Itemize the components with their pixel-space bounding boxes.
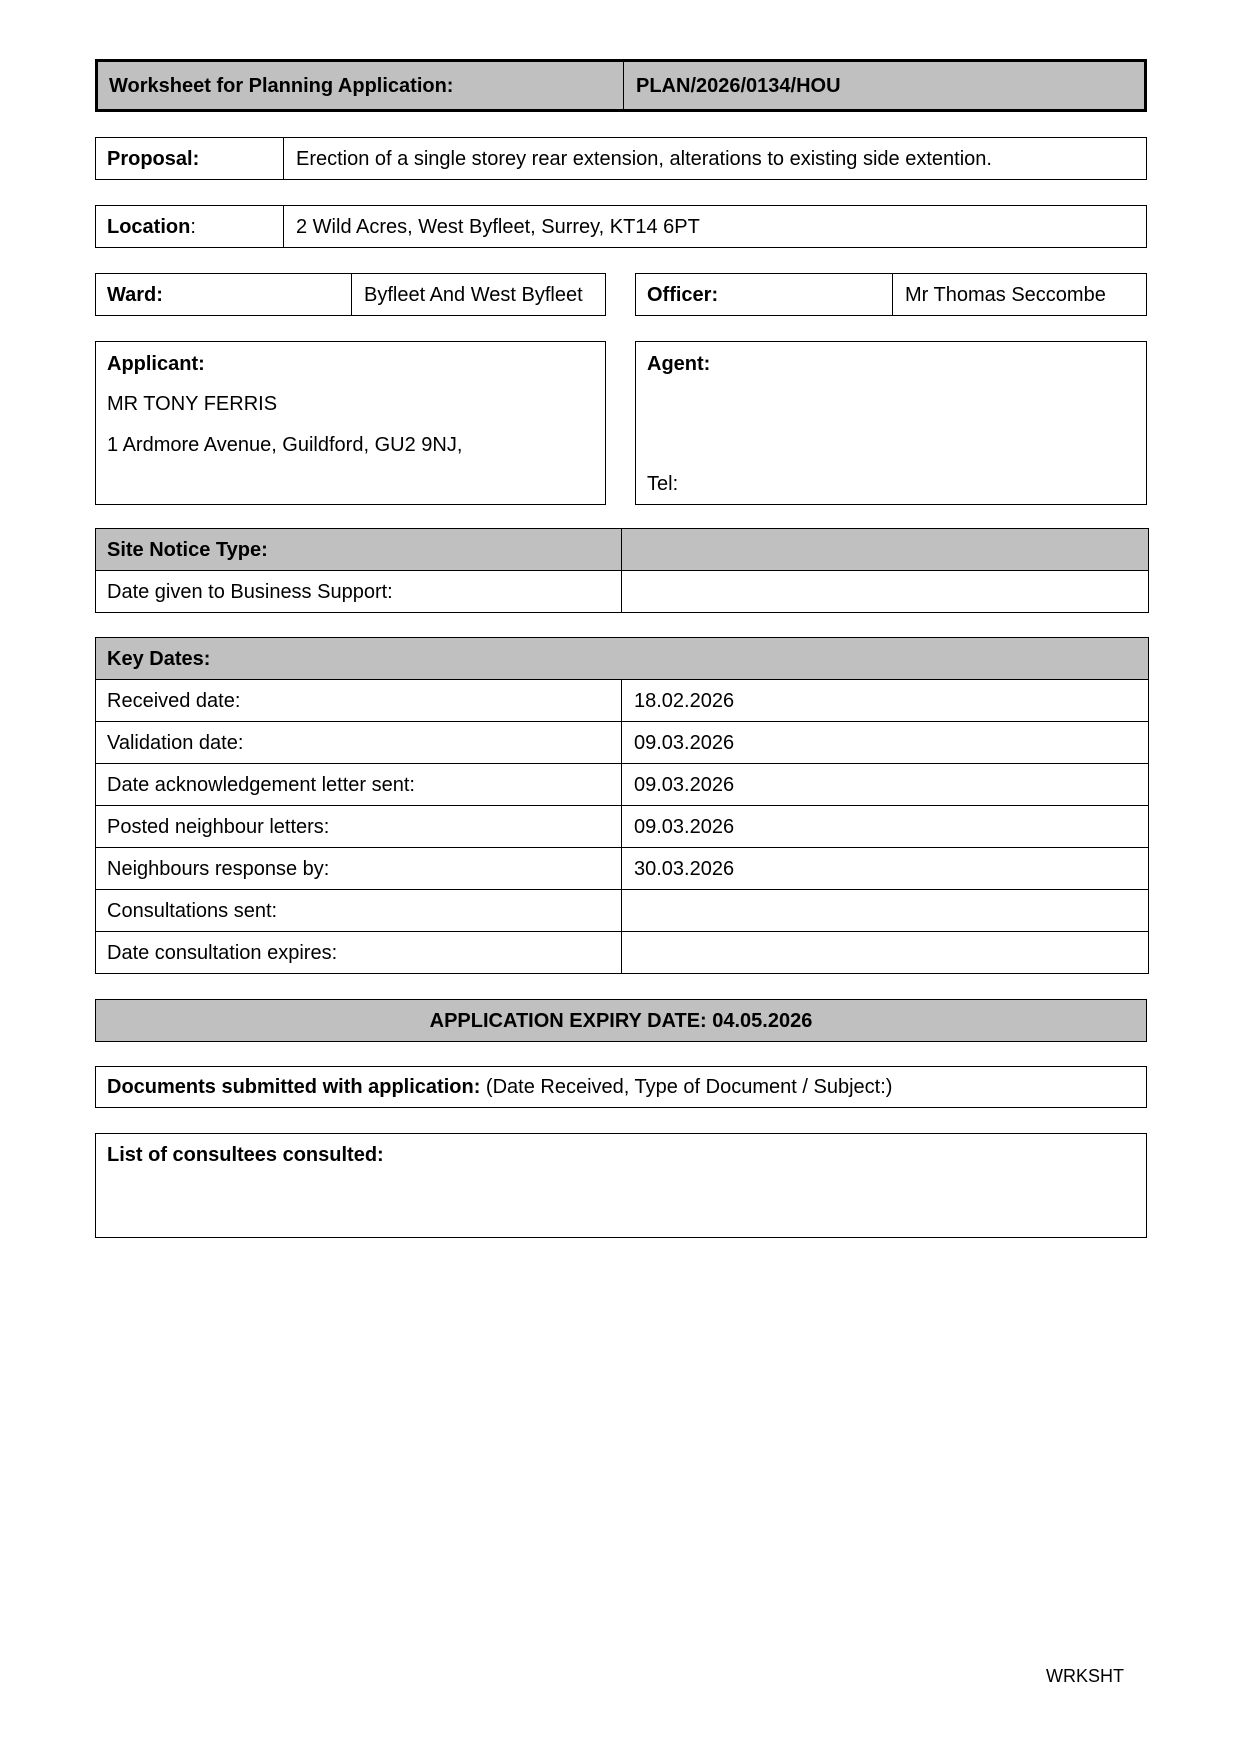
business-support-value xyxy=(623,571,1148,612)
key-date-value: 18.02.2026 xyxy=(634,689,735,712)
key-date-label: Posted neighbour letters: xyxy=(107,815,330,838)
key-date-value: 09.03.2026 xyxy=(634,773,735,796)
key-date-value xyxy=(623,932,1148,973)
officer-row xyxy=(635,273,1147,316)
key-date-label: Consultations sent: xyxy=(107,899,278,922)
documents-note: (Date Received, Type of Document / Subject:) xyxy=(485,1076,893,1098)
key-date-label: Date acknowledgement letter sent: xyxy=(107,773,415,796)
business-support-label: Date given to Business Support: xyxy=(107,580,393,603)
documents-line xyxy=(96,1067,1146,1107)
worksheet-title: Worksheet for Planning Application: xyxy=(109,74,454,97)
ward-row xyxy=(95,273,606,316)
key-dates-title: Key Dates: xyxy=(107,647,211,670)
site-notice-type-label: Site Notice Type: xyxy=(107,538,268,561)
consultees-label: List of consultees consulted: xyxy=(107,1144,384,1166)
location-value: 2 Wild Acres, West Byfleet, Surrey, KT14 6PT xyxy=(296,215,700,238)
location-row xyxy=(95,205,1147,248)
agent-tel-label: Tel: xyxy=(647,473,679,495)
application-reference: PLAN/2026/0134/HOU xyxy=(636,74,841,97)
site-notice-table xyxy=(95,528,1149,613)
key-date-label: Date consultation expires: xyxy=(107,941,338,964)
proposal-row xyxy=(95,137,1147,180)
applicant-address: 1 Ardmore Avenue, Guildford, GU2 9NJ, xyxy=(107,434,463,456)
key-date-label: Validation date: xyxy=(107,731,244,754)
applicant-label: Applicant: xyxy=(107,353,205,375)
key-date-value xyxy=(623,890,1148,931)
footer-code: WRKSHT xyxy=(1046,1666,1124,1686)
agent-box xyxy=(635,341,1147,505)
location-label-colon: : xyxy=(190,215,196,238)
worksheet-header xyxy=(95,59,1147,112)
officer-label: Officer: xyxy=(647,283,719,306)
application-expiry-bar xyxy=(95,999,1147,1042)
applicant-name: MR TONY FERRIS xyxy=(107,393,278,415)
key-date-label: Neighbours response by: xyxy=(107,857,330,880)
location-label-cell xyxy=(96,206,283,247)
key-date-value: 09.03.2026 xyxy=(634,815,735,838)
officer-value: Mr Thomas Seccombe xyxy=(905,283,1106,306)
documents-label: Documents submitted with application: xyxy=(107,1076,481,1098)
proposal-value: Erection of a single storey rear extension, alterations to existing side extention. xyxy=(296,147,992,170)
application-expiry-date: APPLICATION EXPIRY DATE: 04.05.2026 xyxy=(429,1009,813,1032)
applicant-box xyxy=(95,341,606,505)
site-notice-type-value xyxy=(623,529,1148,570)
proposal-label: Proposal: xyxy=(107,147,200,170)
location-label: Location xyxy=(107,215,191,238)
key-dates-table xyxy=(95,637,1149,974)
documents-box xyxy=(95,1066,1147,1108)
agent-label: Agent: xyxy=(647,353,711,375)
key-date-label: Received date: xyxy=(107,689,241,712)
ward-label: Ward: xyxy=(107,283,163,306)
consultees-box xyxy=(95,1133,1147,1238)
key-date-value: 09.03.2026 xyxy=(634,731,735,754)
key-date-value: 30.03.2026 xyxy=(634,857,735,880)
ward-value: Byfleet And West Byfleet xyxy=(364,283,583,306)
